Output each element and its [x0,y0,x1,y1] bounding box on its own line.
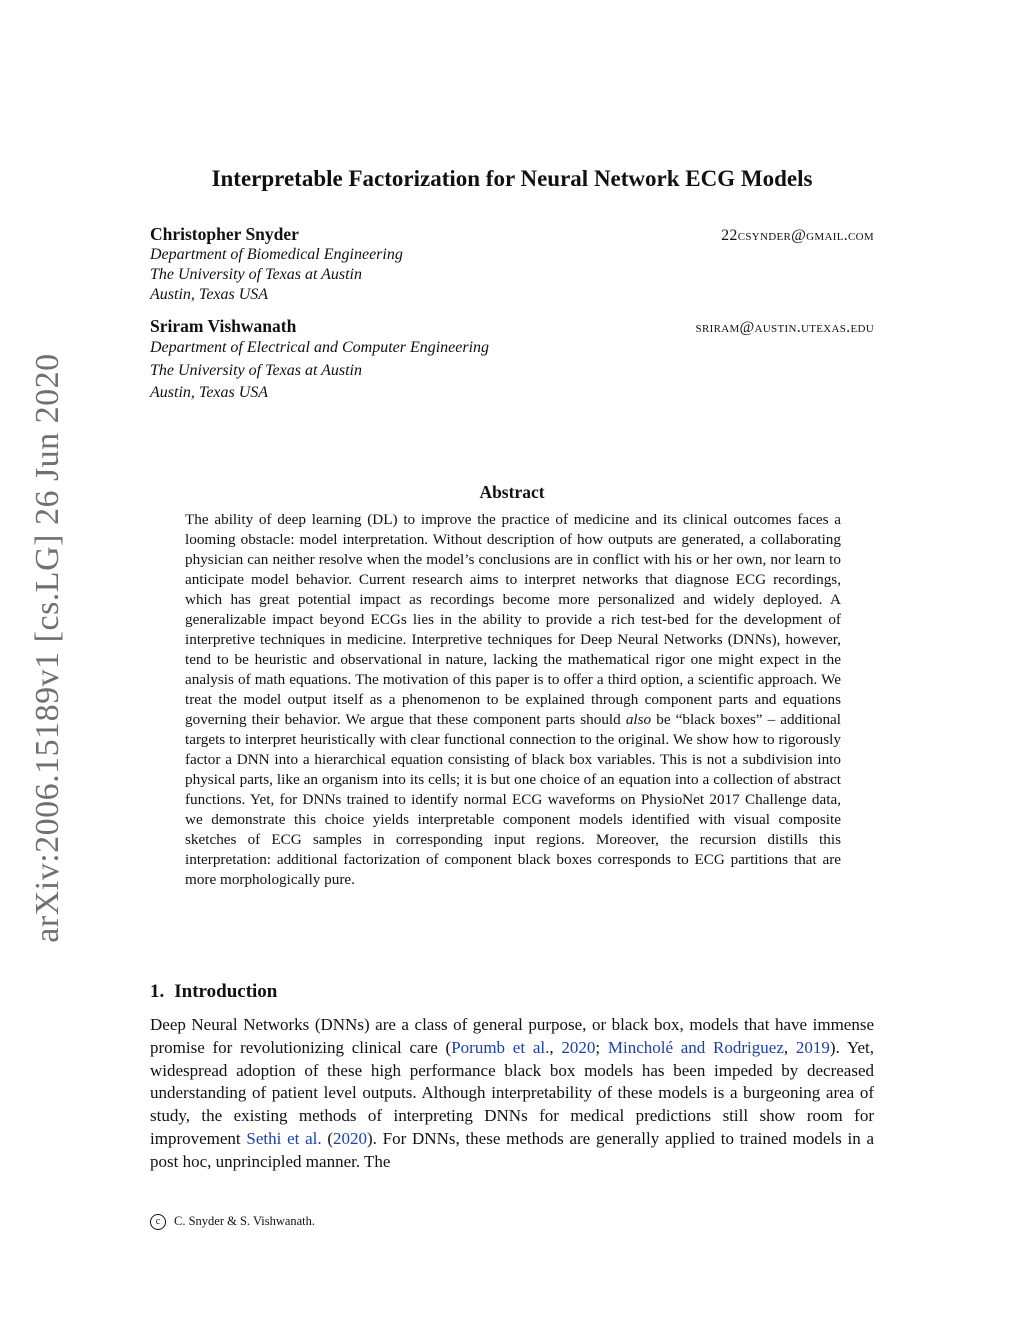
author-name: Christopher Snyder [150,224,299,244]
abstract-text: The ability of deep learning (DL) to improve the practice of medicine and its clinical outcomes faces a looming obstacle: model interpretation. Without description of how outputs are generated, a collaborating physician can neither resolve when the model’s conclusions are in conflict with his or her own, nor learn to anticipate model behavior. Current research aims to interpret networks that diagnose ECG recordings, which has great potential impact as recordings become more personalized and widely deployed. A generalizable impact beyond ECGs lies in the ability to provide a rich test-bed for the development of interpretive techniques in medicine. Interpretive techniques for Deep Neural Networks (DNNs), however, tend to be heuristic and observational in nature, lacking the mathematical rigor one might expect in the analysis of math equations. The motivation of this paper is to offer a third option, a scientific approach. We treat the model output itself as a phenomenon to be explained through component parts and equations governing their behavior. We argue that these component parts should [185,511,841,728]
body-text: ). For DNNs, these methods are generally applied to trained models in a post hoc, unprincipled manner. The [150,1128,874,1171]
author-email: sriram@austin.utexas.edu [695,319,874,336]
author-affiliation-line: The University of Texas at Austin [150,266,362,283]
body-text: Deep Neural Networks (DNNs) are a class of general purpose, or black box, models that have immense promise for revolutionizing clinical care ( [150,1015,874,1057]
body-text: , [549,1037,562,1057]
section-title: Introduction [174,981,278,1002]
author-block-2 [150,316,874,405]
abstract-heading: Abstract [479,482,545,502]
section-number: 1. [150,981,165,1002]
author-affiliation-line: Austin, Texas USA [150,286,269,303]
citation-link[interactable]: Porumb et al. [451,1037,550,1057]
author-affiliation-line: Department of Biomedical Engineering [150,246,403,263]
abstract-body [185,510,841,890]
citation-link[interactable]: Mincholé and Rodriguez [607,1037,784,1057]
citation-year-link[interactable]: 2020 [333,1128,368,1148]
citation-year-link[interactable]: 2020 [561,1037,596,1057]
author-name: Sriram Vishwanath [150,316,297,336]
body-text: ). Yet, widespread adoption of these high performance black box models has been impeded by decreased understanding of patient level outputs. Although interpretability of these models is a burgeoning area of study, the existing methods of interpreting DNNs for medical predictions still show room for improvement [150,1037,875,1148]
abstract-text: be “black boxes” – additional targets to interpret heuristically with clear functional connection to the original. We show how to rigorously factor a DNN into a hierarchical equation consisting of black box variables. This is not a subdivision into physical parts, like an organism into its cells; it is but one choice of an equation into a collection of abstract functions. Yet, for DNNs trained to identify normal ECG waveforms on PhysioNet 2017 Challenge data, we demonstrate this choice yields interpretable component models identified with visual composite sketches of ECG samples in corresponding input regions. Moreover, the recursion distills this interpretation: additional factorization of component black boxes corresponds to ECG partitions that are more morphologically pure. [185,711,841,888]
copyright-text: C. Snyder & S. Vishwanath. [174,1214,316,1228]
author-affiliation-line: The University of Texas at Austin [150,361,362,379]
body-text: , [783,1037,796,1057]
copyright-footer [150,1214,315,1230]
introduction-body [150,1014,874,1174]
copyright-icon: c [150,1214,166,1230]
arxiv-identifier-stamp: arXiv:2006.15189v1 [cs.LG] 26 Jun 2020 [29,353,66,943]
author-affiliation-line: Department of Electrical and Computer Engineering [150,339,490,356]
author-block-1 [150,224,874,305]
author-email: 22csynder@gmail.com [721,227,874,244]
body-text: ( [321,1128,334,1148]
body-text: ; [595,1037,608,1057]
citation-year-link[interactable]: 2019 [795,1037,830,1057]
citation-link[interactable]: Sethi et al. [246,1128,322,1148]
section-heading [150,981,277,1003]
paper-title: Interpretable Factorization for Neural Network ECG Models [211,166,813,191]
abstract-emphasis: also [625,711,652,728]
author-affiliation-line: Austin, Texas USA [150,384,269,401]
